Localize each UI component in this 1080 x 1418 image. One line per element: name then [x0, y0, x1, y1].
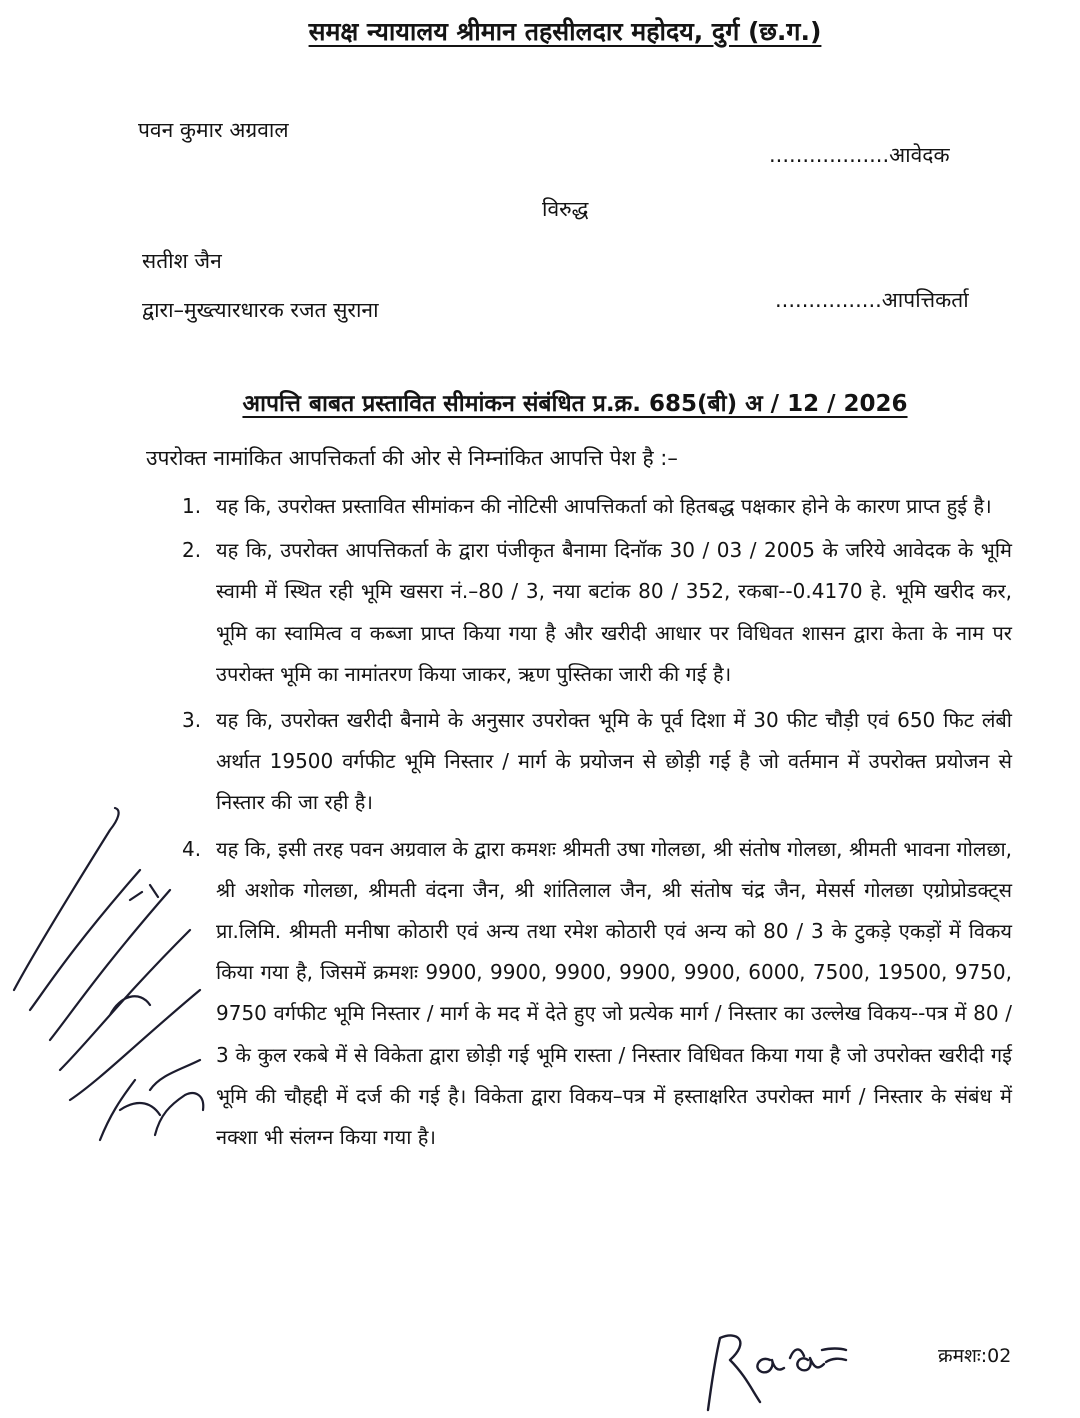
objection-point-2	[182, 530, 1012, 695]
point-text: यह कि, उपरोक्त प्रस्तावित सीमांकन की नोटिसी आपत्तिकर्ता को हितबद्ध पक्षकार होने के कारण प्राप्त हुई है।	[216, 494, 992, 518]
intro-line: उपरोक्त नामांकित आपत्तिकर्ता की ओर से निम्नांकित आपत्ति पेश है :–	[146, 446, 678, 470]
applicant-role: ..................आवेदक	[769, 143, 950, 167]
versus-label: विरुद्ध	[542, 197, 589, 221]
point-text: यह कि, उपरोक्त आपत्तिकर्ता के द्वारा पंजीकृत बैनामा दिनॉक 30 / 03 / 2005 के जरिये आवेदक के भूमि स्वामी में स्थित रही भूमि खसरा नं.–80 / 3, नया बटांक 80 / 352, रकबा--0.4170 हे. भूमि खरीद कर, भूमि का स्वामित्व व कब्जा प्राप्त किया गया है और खरीदी आधार पर विधिवत शासन द्वारा केता के नाम पर उपरोक्त भूमि का नामांतरण किया जाकर, ऋण पुस्तिका जारी की गई है।	[216, 538, 1012, 686]
point-number: 4.	[182, 836, 202, 861]
objection-point-4	[182, 829, 1012, 1159]
subject-heading: आपत्ति बाबत प्रस्तावित सीमांकन संबंधित प्र.क्र. 685(बी) अ / 12 / 2026	[242, 391, 908, 417]
point-text: यह कि, इसी तरह पवन अग्रवाल के द्वारा कमशः श्रीमती उषा गोलछा, श्री संतोष गोलछा, श्रीमती भावना गोलछा, श्री अशोक गोलछा, श्रीमती वंदना जैन, श्री शांतिलाल जैन, श्री संतोष चंद्र जैन, मेसर्स गोलछा एग्रोप्रोडक्ट्स प्रा.लिमि. श्रीमती मनीषा कोठारी एवं अन्य तथा रमेश कोठारी एवं अन्य को 80 / 3 के टुकड़े एकड़ों में विकय किया गया है, जिसमें क्रमशः 9900, 9900, 9900, 9900, 9900, 6000, 7500, 19500, 9750, 9750 वर्गफीट भूमि निस्तार / मार्ग के मद में देते हुए जो प्रत्येक मार्ग / निस्तार का उल्लेख विकय--पत्र में 80 / 3 के कुल रकबे में से विकेता द्वारा छोड़ी गई भूमि रास्ता / निस्तार विधिवत किया गया है जो उपरोक्त खरीदी गई भूमि की चौहद्दी में दर्ज की गई है। विकेता द्वारा विकय–पत्र में हस्ताक्षरित उपरोक्त मार्ग / निस्तार के संबंध में नक्शा भी संलग्न किया गया है।	[216, 836, 1012, 1150]
continuation-marker: क्रमशः:02	[938, 1345, 1012, 1367]
court-heading: समक्ष न्यायालय श्रीमान तहसीलदार महोदय, दुर्ग (छ.ग.)	[308, 17, 822, 46]
point-text: यह कि, उपरोक्त खरीदी बैनामे के अनुसार उपरोक्त भूमि के पूर्व दिशा में 30 फीट चौड़ी एवं 650 फिट लंबी अर्थात 19500 वर्गफीट भूमि निस्तार / मार्ग के प्रयोजन से छोड़ी गई है जो वर्तमान में उपरोक्त प्रयोजन से निस्तार की जा रही है।	[216, 708, 1012, 815]
point-number: 1.	[182, 494, 202, 518]
objector-name: सतीश जैन	[142, 249, 222, 273]
point-number: 2.	[182, 538, 202, 563]
objection-point-3	[182, 700, 1012, 824]
objector-through: द्वारा–मुख्त्यारधारक रजत सुराना	[142, 298, 379, 322]
objection-point-1	[182, 486, 1012, 527]
point-number: 3.	[182, 708, 202, 733]
handwritten-margin-note	[0, 790, 230, 1170]
applicant-name: पवन कुमार अग्रवाल	[138, 118, 289, 142]
signature	[690, 1320, 850, 1415]
objector-role: ................आपत्तिकर्ता	[775, 288, 969, 312]
objection-points	[182, 486, 1012, 1158]
